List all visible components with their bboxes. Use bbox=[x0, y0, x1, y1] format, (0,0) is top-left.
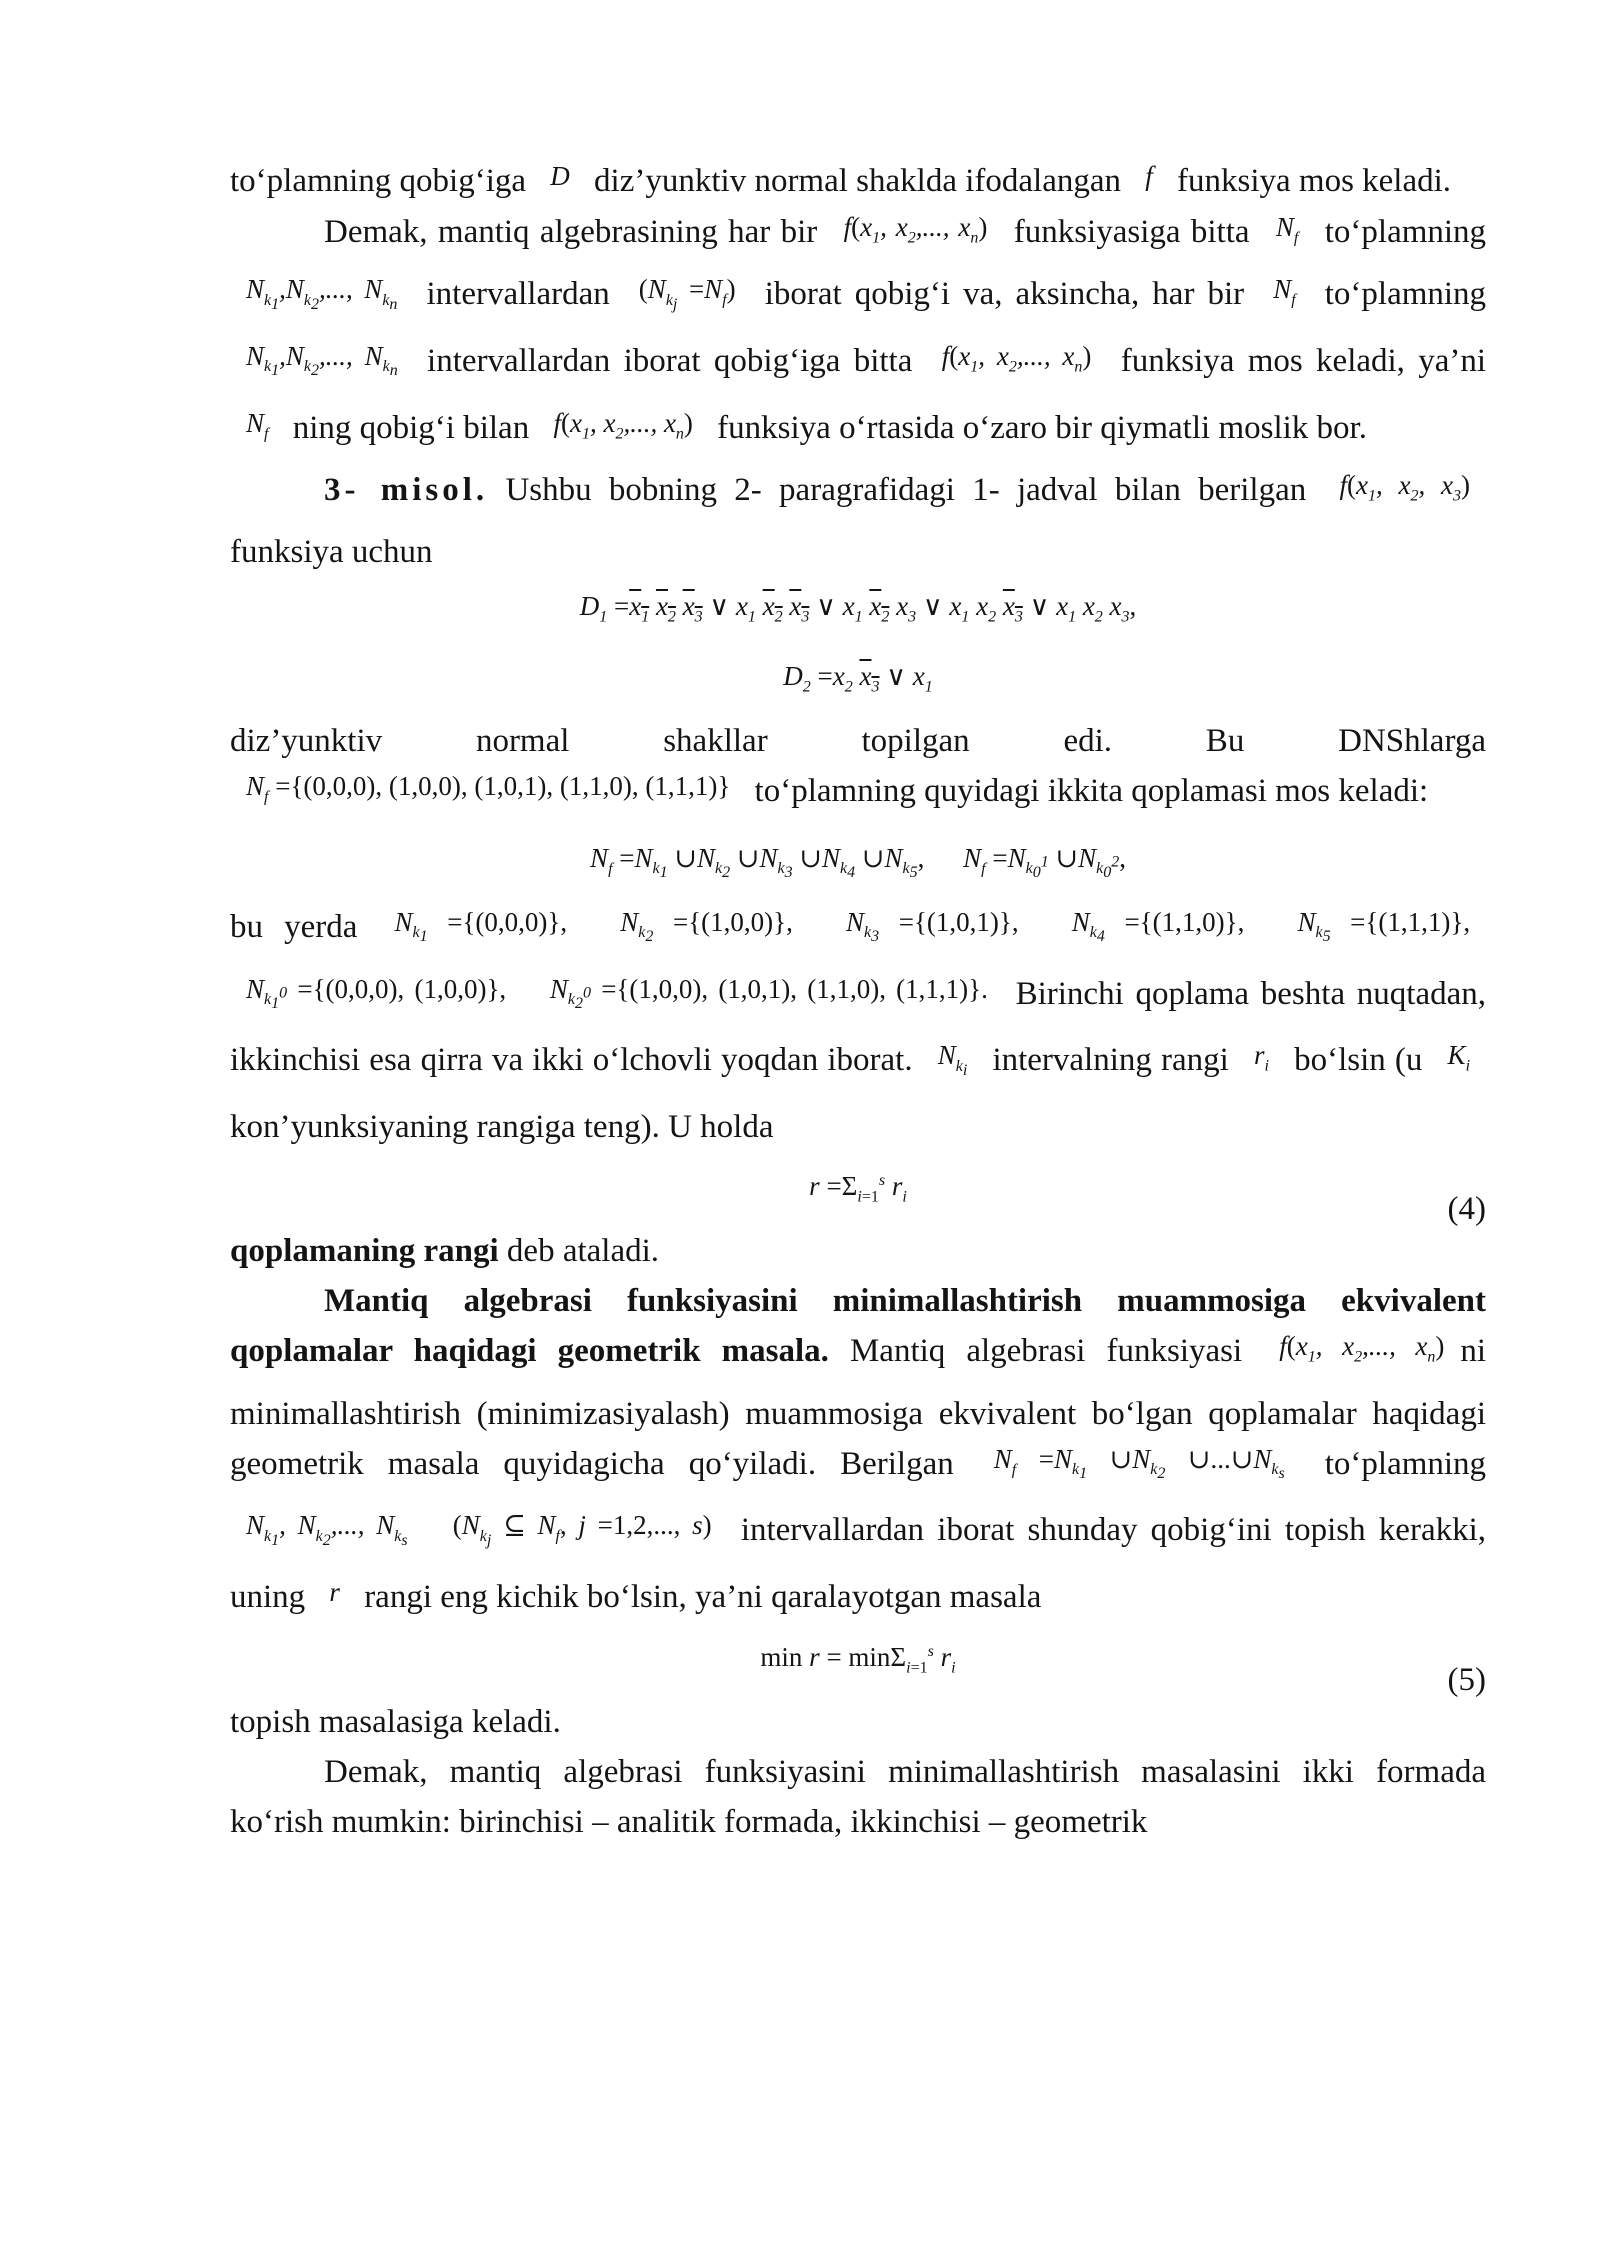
set: {(1,1,0)} bbox=[1139, 907, 1238, 938]
text: ning qobig‘i bilan bbox=[292, 409, 530, 446]
text: to‘plamning bbox=[1324, 214, 1487, 250]
math-r-sum: $r =\Sigma_{i=1}^s$ $r_i$ bbox=[809, 1170, 907, 1206]
math-nk-list: $N_{k_1},N_{k_2}$,..., $N_{k_n}$ bbox=[246, 340, 398, 380]
set: {(1,1,1)} bbox=[1365, 907, 1464, 938]
paragraph-8 bbox=[230, 1697, 1486, 1747]
math-nk3: $N_{k_3} =\{(1,0,1)\}$, bbox=[845, 907, 1019, 946]
text: funksiya mos keladi. bbox=[1177, 163, 1452, 199]
math-nf: $N_f$ bbox=[1273, 274, 1296, 309]
math-fx: $f(x_1$, $x_2$,..., $x_n$) bbox=[1279, 1331, 1445, 1366]
math-nk02: $N_{k_2^0} =\{(1,0,0)$, (1,0,1), (1,1,0), (1,1,1)}. bbox=[549, 973, 988, 1013]
text: funksiya o‘rtasida o‘zaro bir qiymatli moslik bor. bbox=[717, 409, 1367, 446]
text: bo‘lsin (u bbox=[1294, 1042, 1423, 1079]
math-d1: $D_1 =x_1$ $x_2$ $x_3$ ∨ $x_1$ $x_2$ $x_3$ ∨ $x_1$ $x_2$ $x_3$ ∨ $x_1$ $x_2$ $x_3$ ∨ $x_1$ $x_2$ $x_3$, bbox=[579, 591, 1137, 626]
math-nk2: $N_{k_2} =\{(1,0,0)\}$, bbox=[620, 907, 793, 946]
math-nk5: $N_{k_5} =\{(1,1,1)\}$, bbox=[1297, 907, 1471, 946]
math-nkj: $(N_{k_j} =N_f)$ bbox=[638, 274, 736, 313]
section-heading: Mantiq algebrasi funksiyasini minimallashtirish muammosiga ekvivalent qoplamalar haqidagi geometrik masala. bbox=[230, 1283, 1486, 1370]
bold-term: qoplamaning rangi bbox=[230, 1233, 499, 1270]
math-nk1: $N_{k_1} =\{(0,0,0)\}$, bbox=[394, 907, 568, 946]
equation-number: (5) bbox=[1447, 1661, 1486, 1698]
text: funksiya mos keladi, ya’ni bbox=[1120, 342, 1487, 379]
set: {(0,0,0), (1,0,0)} bbox=[312, 973, 500, 1004]
paragraph-2 bbox=[230, 207, 1486, 465]
text: diz’yunktiv normal shakllar topilgan edi. Bu DNShlarga bbox=[230, 723, 1486, 760]
math-d: D bbox=[550, 161, 570, 191]
paragraph-7 bbox=[230, 1276, 1486, 1623]
paragraph-6 bbox=[230, 1226, 1486, 1276]
equation-number: (4) bbox=[1447, 1190, 1486, 1227]
math-f: f bbox=[1145, 161, 1153, 191]
paragraph-5 bbox=[230, 902, 1486, 1152]
text: to‘plamning bbox=[1324, 1445, 1487, 1482]
text: Mantiq algebrasi funksiyasi bbox=[849, 1333, 1243, 1370]
text: Ushbu bobning 2- paragrafidagi 1- jadval bilan berilgan bbox=[505, 471, 1307, 508]
text: funksiyasiga bitta bbox=[1013, 214, 1250, 250]
set: {(0,0,0)} bbox=[462, 907, 561, 938]
paragraph-9 bbox=[230, 1747, 1486, 1847]
math-ri: $r_i$ bbox=[1253, 1040, 1269, 1075]
math-cover-2: $N_f =N_{k_0^1}$ $\cup N_{k_0^2}$, bbox=[963, 842, 1126, 882]
text: ni minimallashtirish (minimizasiyalash) muammosiga ekvivalent bo‘lgan qoplamalar haqidagi geometrik masala quyidagicha qo‘yiladi. Berilgan bbox=[230, 1333, 1487, 1482]
math-nki: $N_{k_i}$ bbox=[937, 1040, 968, 1079]
math-nk-list-s: $N_{k_1}$, $N_{k_2}$,..., $N_{k_s}$ bbox=[246, 1510, 408, 1549]
text: funksiya uchun bbox=[230, 534, 433, 571]
math-r: r bbox=[329, 1576, 340, 1607]
document-page bbox=[230, 156, 1486, 1847]
math-d2: $D_2 =x_2$ $x_3$ ∨ $x_1$ bbox=[783, 660, 933, 696]
math-nf-eq: $N_f =\{(0,0,0)$, (1,0,0), (1,0,1), (1,1,0), (1,1,1)} bbox=[246, 771, 731, 806]
paragraph-4 bbox=[230, 716, 1486, 828]
text: intervalning rangi bbox=[992, 1042, 1229, 1079]
math-nk4: $N_{k_4} =\{(1,1,0)\}$, bbox=[1071, 907, 1245, 946]
text: rangi eng kichik bo‘lsin, ya’ni qaralayotgan masala bbox=[364, 1578, 1042, 1615]
math-nk01: $N_{k_1^0} =\{(0,0,0)$, (1,0,0)}, bbox=[246, 973, 507, 1013]
set: {(1,0,0)} bbox=[688, 907, 787, 938]
math-nf-union: $N_f =N_{k_1}$ $\cup N_{k_2}$ $\cup...\cup N_{k_s}$ bbox=[993, 1443, 1285, 1483]
equation-d1 bbox=[230, 577, 1486, 646]
set: {(1,0,1)} bbox=[913, 907, 1012, 938]
text: kon’yunksiyaning rangiga teng). U holda bbox=[230, 1108, 774, 1145]
example-label: 3- misol. bbox=[324, 471, 489, 508]
text: deb ataladi. bbox=[506, 1233, 660, 1270]
equation-4 bbox=[230, 1152, 1486, 1226]
math-nkj-subset: ($N_{k_j}$ ⊆ $N_f$, j =1,2,..., s) bbox=[452, 1510, 712, 1549]
text: to‘plamning quyidagi ikkita qoplamasi mos keladi: bbox=[754, 773, 1429, 810]
math-min-r: min r = minΣ$_{i=1}^s$ $r_i$ bbox=[760, 1641, 956, 1677]
math-nk-list: $N_{k_1},N_{k_2}$,..., $N_{k_n}$ bbox=[246, 274, 398, 313]
text: to‘plamning qobig‘iga bbox=[230, 163, 527, 199]
text: iborat qobig‘i va, aksincha, har bir bbox=[764, 276, 1245, 313]
text: intervallardan iborat qobig‘iga bitta bbox=[427, 342, 913, 379]
math-fx3: $f(x_1$, $x_2$, $x_3$) bbox=[1339, 469, 1470, 505]
text: intervallardan bbox=[426, 276, 610, 313]
math-cover-1: $N_f =N_{k_1}$ $\cup N_{k_2}$ $\cup N_{k_3}$ $\cup N_{k_4}$ $\cup N_{k_5}$, bbox=[590, 842, 925, 882]
equation-d2 bbox=[230, 647, 1486, 716]
math-nf: $N_f$ bbox=[1275, 212, 1299, 247]
text: bu yerda bbox=[230, 909, 358, 946]
text: to‘plamning bbox=[1324, 276, 1487, 313]
equation-cover bbox=[230, 829, 1486, 903]
math-fx: $f(x_1$, $x_2$,..., $x_n$) bbox=[553, 407, 693, 442]
text: Demak, mantiq algebrasi funksiyasini minimallashtirish masalasini ikki formada ko‘rish mumkin: birinchisi – analitik formada, ikkinchisi – geometrik bbox=[230, 1754, 1486, 1841]
nf-set: {(0,0,0), (1,0,0), (1,0,1), (1,1,0), (1,1,1)} bbox=[290, 771, 731, 802]
text: Demak, mantiq algebrasining har bir bbox=[324, 214, 818, 250]
text: topish masalasiga keladi. bbox=[230, 1704, 561, 1741]
text: intervallardan iborat shunday qobig‘ini topish kerakki, uning bbox=[230, 1512, 1487, 1615]
paragraph-3 bbox=[230, 465, 1486, 577]
math-fx: $f(x_1$, $x_2$,..., $x_n$) bbox=[843, 212, 988, 247]
text: Birinchi qoplama beshta nuqtadan, ikkinchisi esa qirra va ikki o‘lchovli yoqdan iborat. bbox=[230, 975, 1486, 1079]
text: diz’yunktiv normal shaklda ifodalangan bbox=[594, 163, 1121, 199]
math-ki: $K_i$ bbox=[1447, 1040, 1471, 1075]
set: {(1,0,0), (1,0,1), (1,1,0), (1,1,1)} bbox=[616, 973, 982, 1004]
equation-5 bbox=[230, 1623, 1486, 1697]
paragraph-1 bbox=[230, 156, 1486, 207]
math-fx: $f(x_1$, $x_2$,..., $x_n$) bbox=[941, 340, 1092, 376]
math-nf: $N_f$ bbox=[246, 407, 269, 442]
